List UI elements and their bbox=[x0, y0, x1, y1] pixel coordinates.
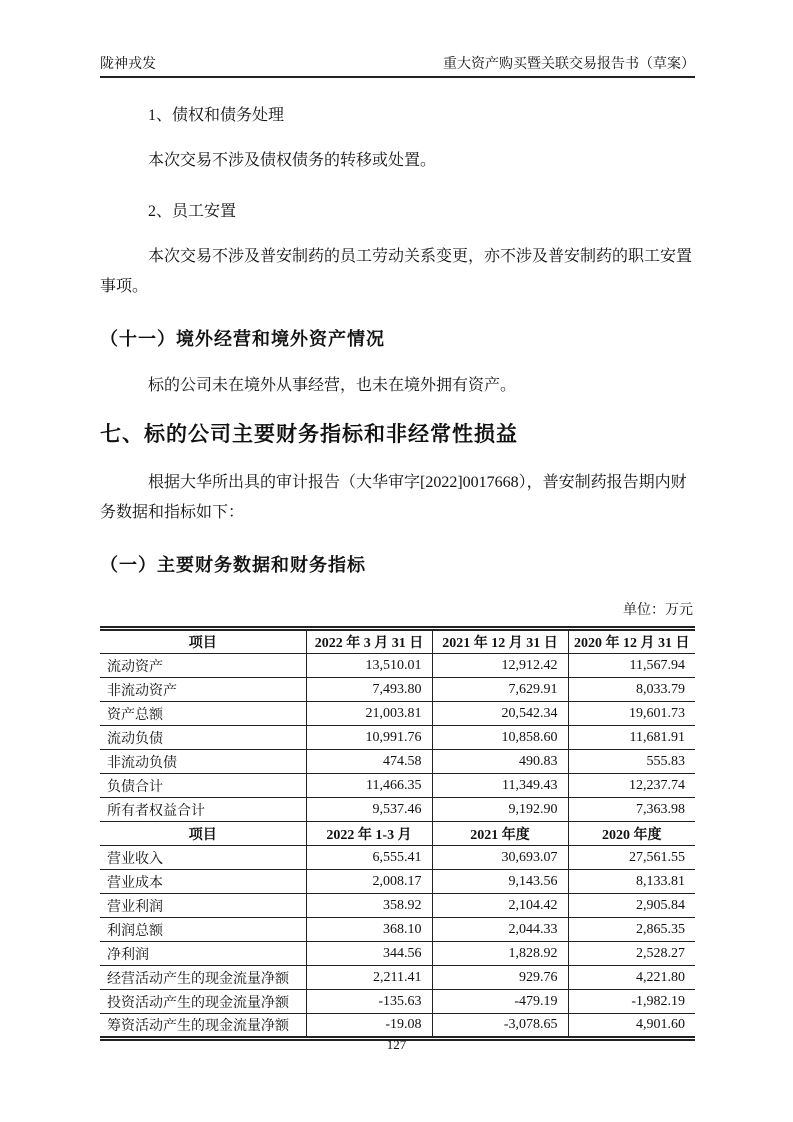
row-label: 所有者权益合计 bbox=[100, 798, 306, 822]
value-cell: 10,858.60 bbox=[432, 726, 568, 750]
value-cell: -135.63 bbox=[306, 990, 432, 1014]
value-cell: 8,033.79 bbox=[568, 678, 695, 702]
table-row bbox=[100, 1014, 695, 1039]
column-header: 项目 bbox=[100, 822, 306, 846]
value-cell: 10,991.76 bbox=[306, 726, 432, 750]
value-cell: 8,133.81 bbox=[568, 870, 695, 894]
table-row bbox=[100, 654, 695, 678]
page-number: 127 bbox=[386, 1037, 407, 1052]
value-cell: 20,542.34 bbox=[432, 702, 568, 726]
value-cell: 490.83 bbox=[432, 750, 568, 774]
value-cell: -19.08 bbox=[306, 1014, 432, 1039]
value-cell: 344.56 bbox=[306, 942, 432, 966]
value-cell: 929.76 bbox=[432, 966, 568, 990]
value-cell: 11,567.94 bbox=[568, 654, 695, 678]
list-item-1: 1、债权和债务处理 bbox=[148, 107, 285, 124]
value-cell: 13,510.01 bbox=[306, 654, 432, 678]
table-row bbox=[100, 798, 695, 822]
value-cell: 7,493.80 bbox=[306, 678, 432, 702]
value-cell: 2,044.33 bbox=[432, 918, 568, 942]
value-cell: 9,192.90 bbox=[432, 798, 568, 822]
table-row bbox=[100, 846, 695, 870]
value-cell: 9,537.46 bbox=[306, 798, 432, 822]
table-row bbox=[100, 990, 695, 1014]
table-row bbox=[100, 894, 695, 918]
value-cell: 368.10 bbox=[306, 918, 432, 942]
unit-label: 单位：万元 bbox=[623, 603, 693, 618]
table-row bbox=[100, 702, 695, 726]
column-header: 2021 年度 bbox=[432, 822, 568, 846]
column-header: 2020 年度 bbox=[568, 822, 695, 846]
row-label: 流动负债 bbox=[100, 726, 306, 750]
value-cell: 2,211.41 bbox=[306, 966, 432, 990]
column-header: 项目 bbox=[100, 629, 306, 654]
value-cell: 4,901.60 bbox=[568, 1014, 695, 1039]
row-label: 非流动资产 bbox=[100, 678, 306, 702]
table-row bbox=[100, 966, 695, 990]
value-cell: 27,561.55 bbox=[568, 846, 695, 870]
paragraph-staff: 本次交易不涉及普安制药的员工劳动关系变更，亦不涉及普安制药的职工安置事项。 bbox=[100, 248, 693, 295]
value-cell: 7,363.98 bbox=[568, 798, 695, 822]
page-content bbox=[100, 80, 695, 1041]
table-row bbox=[100, 774, 695, 798]
paragraph-debt: 本次交易不涉及债权债务的转移或处置。 bbox=[148, 152, 437, 169]
value-cell: 19,601.73 bbox=[568, 702, 695, 726]
financial-table bbox=[100, 626, 695, 1041]
table-row bbox=[100, 678, 695, 702]
running-header-left: 陇神戎发 bbox=[100, 57, 156, 72]
paragraph-overseas: 标的公司未在境外从事经营，也未在境外拥有资产。 bbox=[148, 377, 517, 394]
value-cell: 2,008.17 bbox=[306, 870, 432, 894]
value-cell: 358.92 bbox=[306, 894, 432, 918]
value-cell: 2,528.27 bbox=[568, 942, 695, 966]
column-header: 2022 年 3 月 31 日 bbox=[306, 629, 432, 654]
value-cell: 9,143.56 bbox=[432, 870, 568, 894]
row-label: 营业成本 bbox=[100, 870, 306, 894]
value-cell: 555.83 bbox=[568, 750, 695, 774]
row-label: 负债合计 bbox=[100, 774, 306, 798]
table-row bbox=[100, 750, 695, 774]
value-cell: 4,221.80 bbox=[568, 966, 695, 990]
row-label: 筹资活动产生的现金流量净额 bbox=[100, 1014, 306, 1039]
value-cell: 30,693.07 bbox=[432, 846, 568, 870]
row-label: 资产总额 bbox=[100, 702, 306, 726]
row-label: 非流动负债 bbox=[100, 750, 306, 774]
running-header-right: 重大资产购买暨关联交易报告书（草案） bbox=[443, 57, 695, 72]
row-label: 营业收入 bbox=[100, 846, 306, 870]
table-row bbox=[100, 918, 695, 942]
row-label: 营业利润 bbox=[100, 894, 306, 918]
value-cell: 12,912.42 bbox=[432, 654, 568, 678]
value-cell: 2,905.84 bbox=[568, 894, 695, 918]
table-row bbox=[100, 870, 695, 894]
column-header: 2020 年 12 月 31 日 bbox=[568, 629, 695, 654]
value-cell: -1,982.19 bbox=[568, 990, 695, 1014]
value-cell: 11,466.35 bbox=[306, 774, 432, 798]
value-cell: -3,078.65 bbox=[432, 1014, 568, 1039]
value-cell: 474.58 bbox=[306, 750, 432, 774]
row-label: 投资活动产生的现金流量净额 bbox=[100, 990, 306, 1014]
value-cell: 12,237.74 bbox=[568, 774, 695, 798]
table-row bbox=[100, 942, 695, 966]
row-label: 流动资产 bbox=[100, 654, 306, 678]
table-header-row-income bbox=[100, 822, 695, 846]
row-label: 利润总额 bbox=[100, 918, 306, 942]
row-label: 净利润 bbox=[100, 942, 306, 966]
running-header bbox=[100, 56, 695, 78]
value-cell: 1,828.92 bbox=[432, 942, 568, 966]
value-cell: 7,629.91 bbox=[432, 678, 568, 702]
value-cell: 6,555.41 bbox=[306, 846, 432, 870]
section-heading-overseas: （十一）境外经营和境外资产情况 bbox=[100, 329, 385, 349]
table-header-row-balance bbox=[100, 629, 695, 654]
value-cell: 21,003.81 bbox=[306, 702, 432, 726]
chapter-heading-financial-indicators: 七、标的公司主要财务指标和非经常性损益 bbox=[100, 423, 518, 446]
value-cell: 2,104.42 bbox=[432, 894, 568, 918]
paragraph-audit-report: 根据大华所出具的审计报告（大华审字[2022]0017668），普安制药报告期内财务数据和指标如下： bbox=[100, 474, 687, 521]
table-row bbox=[100, 726, 695, 750]
list-item-2: 2、员工安置 bbox=[148, 203, 237, 220]
row-label: 经营活动产生的现金流量净额 bbox=[100, 966, 306, 990]
column-header: 2022 年 1-3 月 bbox=[306, 822, 432, 846]
column-header: 2021 年 12 月 31 日 bbox=[432, 629, 568, 654]
section-heading-main-financial-data: （一）主要财务数据和财务指标 bbox=[100, 555, 366, 575]
value-cell: -479.19 bbox=[432, 990, 568, 1014]
value-cell: 11,681.91 bbox=[568, 726, 695, 750]
value-cell: 2,865.35 bbox=[568, 918, 695, 942]
value-cell: 11,349.43 bbox=[432, 774, 568, 798]
